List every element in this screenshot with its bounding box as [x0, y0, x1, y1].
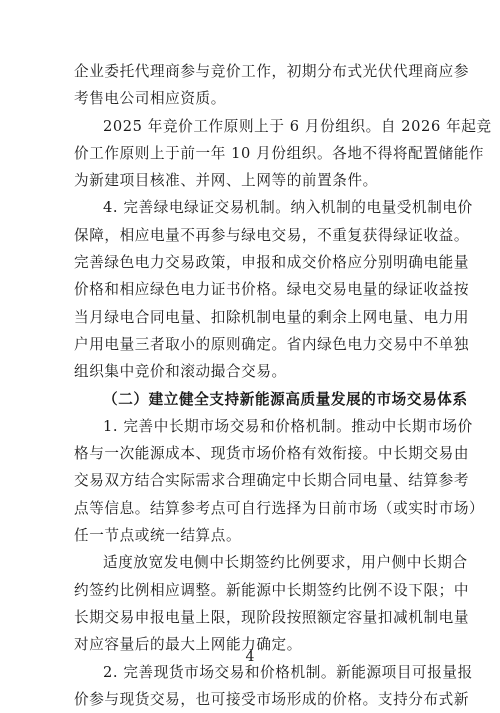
text-line: 完善绿色电力交易政策，申报和成交价格应分别明确电能量 — [74, 254, 470, 272]
text-line: 4. 完善绿电绿证交易机制。纳入机制的电量受机制电价 — [103, 199, 473, 217]
text-line: 任一节点或统一结算点。 — [74, 527, 242, 545]
text-line: 户用电量三者取小的原则确定。省内绿色电力交易中不单独 — [74, 335, 470, 353]
text-line: 组织集中竞价和滚动撮合交易。 — [74, 363, 287, 381]
text-line: 2. 完善现货市场交易和价格机制。新能源项目可报量报 — [103, 663, 473, 681]
page-number: 4 — [245, 649, 255, 665]
text-line: 对应容量后的最大上网能力确定。 — [74, 636, 302, 654]
text-line: 当月绿电合同电量、扣除机制电量的剩余上网电量、电力用 — [74, 308, 470, 326]
text-line: 格与一次能源成本、现货市场价格有效衔接。中长期交易由 — [74, 445, 470, 463]
text-line: 1. 完善中长期市场交易和价格机制。推动中长期市场价 — [103, 417, 473, 435]
section-heading: （二）建立健全支持新能源高质量发展的市场交易体系 — [103, 390, 468, 408]
text-line: 保障，相应电量不再参与绿电交易，不重复获得绿证收益。 — [74, 226, 470, 244]
text-line: 长期交易申报电量上限，现阶段按照额定容量扣减机制电量 — [74, 608, 470, 626]
text-line: 约签约比例相应调整。新能源中长期签约比例不设下限；中 — [74, 581, 470, 599]
text-line: 企业委托代理商参与竞价工作，初期分布式光伏代理商应参 — [74, 63, 470, 80]
text-line: 考售电公司相应资质。 — [74, 90, 226, 108]
text-line: 价参与现货交易，也可接受市场形成的价格。支持分布式新 — [74, 690, 470, 708]
text-line: 交易双方结合实际需求合理确定中长期合同电量、结算参考 — [74, 472, 470, 490]
text-line: 价格和相应绿色电力证书价格。绿电交易电量的绿证收益按 — [74, 281, 470, 299]
text-line: 2025 年竞价工作原则上于 6 月份组织。自 2026 年起竞 — [103, 117, 492, 135]
text-line: 为新建项目核准、并网、上网等的前置条件。 — [74, 172, 378, 190]
text-line: 点等信息。结算参考点可自行选择为日前市场（或实时市场） — [74, 499, 485, 517]
document-body — [74, 58, 492, 713]
text-line: 适度放宽发电侧中长期签约比例要求，用户侧中长期合 — [103, 554, 468, 572]
text-line: 价工作原则上于前一年 10 月份组织。各地不得将配置储能作 — [74, 144, 485, 162]
